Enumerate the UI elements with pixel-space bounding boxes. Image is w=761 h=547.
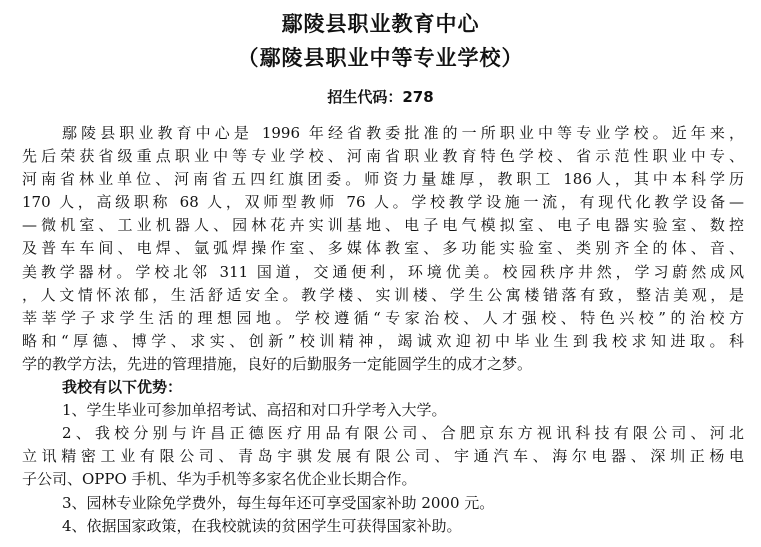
advantages-heading: 我校有以下优势： <box>62 378 183 397</box>
intro-line: —微机室、工业机器人、园林花卉实训基地、电子电气模拟室、电子电器实验室、数控 <box>22 216 744 235</box>
intro-line: 美教学器材。学校北邻 311 国道，交通便利，环境优美。校园秩序井然，学习蔚然成风 <box>22 262 744 281</box>
intro-line: ，人文情怀浓郁，生活舒适安全。教学楼、实训楼、学生公寓楼错落有致，整洁美观，是 <box>22 285 744 304</box>
document-subtitle: （鄢陵县职业中等专业学校） <box>237 46 524 70</box>
intro-line: 略和“厚德、博学、求实、创新”校训精神，竭诚欢迎初中毕业生到我校求知进取。科 <box>22 331 744 350</box>
intro-line: 及普车车间、电焊、氩弧焊操作室、多媒体教室、多功能实验室、类别齐全的体、音、 <box>22 239 744 258</box>
advantage-item: 4、依据国家政策，在我校就读的贫困学生可获得国家补助。 <box>62 516 462 535</box>
intro-line: 先后荣获省级重点职业中等专业学校、河南省职业教育特色学校、省示范性职业中专、 <box>22 147 744 166</box>
intro-line: 莘莘学子求学生活的理想园地。学校遵循“专家治校、人才强校、特色兴校”的治校方 <box>22 308 744 327</box>
intro-line: 河南省林业单位、河南省五四红旗团委。师资力量雄厚，教职工 186人，其中本科学历 <box>22 170 744 189</box>
advantage-item: 2、我校分别与许昌正德医疗用品有限公司、合肥京东方视讯科技有限公司、河北 <box>62 424 744 443</box>
admission-code: 招生代码：278 <box>327 88 434 106</box>
advantage-item-continued: 子公司、OPPO 手机、华为手机等多家名优企业长期合作。 <box>22 470 417 489</box>
document-body <box>22 122 744 538</box>
advantage-item-continued: 立讯精密工业有限公司、青岛宇骐发展有限公司、宇通汽车、海尔电器、深圳正杨电 <box>22 447 744 466</box>
advantage-item: 3、园林专业除免学费外，每生每年还可享受国家补助 2000 元。 <box>62 493 495 512</box>
intro-line: 鄢陵县职业教育中心是 1996 年经省教委批准的一所职业中等专业学校。近年来， <box>62 124 744 142</box>
intro-line: 170 人，高级职称 68 人，双师型教师 76 人。学校教学设施一流，有现代化教学设备— <box>22 193 744 212</box>
advantage-item: 1、学生毕业可参加单招考试、高招和对口升学考入大学。 <box>62 401 447 420</box>
document-title: 鄢陵县职业教育中心 <box>281 12 480 36</box>
intro-line: 学的教学方法，先进的管理措施，良好的后勤服务一定能圆学生的成才之梦。 <box>22 354 533 373</box>
